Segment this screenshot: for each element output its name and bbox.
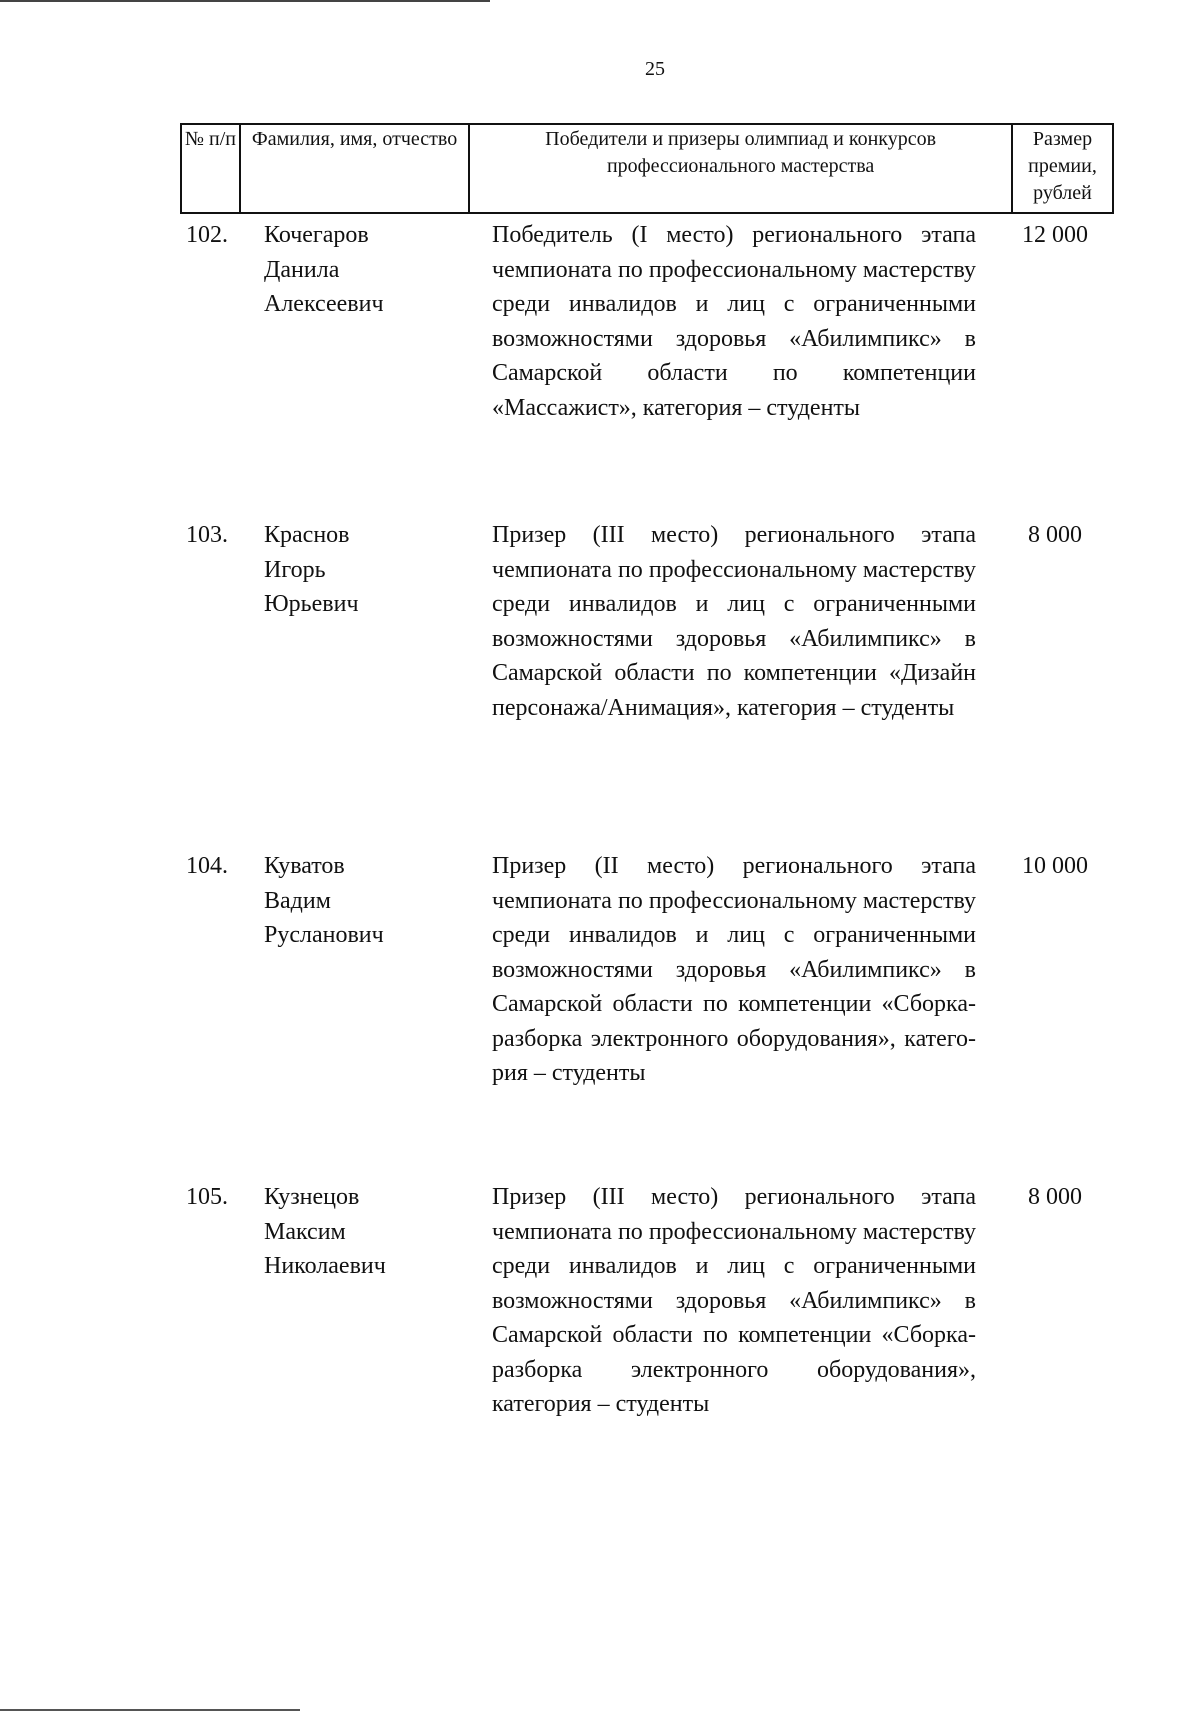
surname: Кочегаров (264, 222, 369, 248)
row-number: 104. (186, 853, 228, 879)
table-row (180, 518, 1114, 849)
surname: Куватов (264, 853, 345, 879)
patronymic: Алексеевич (264, 291, 384, 317)
given-name: Вадим (264, 887, 331, 914)
header-prize-amount: Размер премии, рублей (1012, 124, 1113, 213)
prize-amount: 8 000 (1028, 522, 1082, 548)
prize-amount: 12 000 (1022, 222, 1088, 248)
recipient-name (264, 518, 464, 622)
given-name: Игорь (264, 556, 326, 583)
recipient-name (264, 849, 464, 953)
patronymic: Русланович (264, 922, 384, 948)
achievement-description: Призер (III место) регионального этапа чемпионата по профессиональному мастерству среди инвалидов и лиц с ограниченными возможностями здоровья «Абилимпикс» в Самарской области по компетенции «Сборка-разборка электронного оборудования», категория – студенты (492, 1184, 976, 1417)
header-full-name: Фамилия, имя, отчество (240, 124, 469, 213)
prize-amount: 8 000 (1028, 1184, 1082, 1210)
header-number: № п/п (181, 124, 240, 213)
table-row (180, 218, 1114, 518)
scan-edge-line-bottom (0, 1709, 300, 1711)
row-number: 103. (186, 522, 228, 548)
patronymic: Николаевич (264, 1253, 386, 1279)
achievement-description: Победитель (I место) регионального этапа чемпионата по профессиональному мастерству среди инвалидов и лиц с ограниченными возможностями здоровья «Абилимпикс» в Самарской области по компетенции «Массажист», категория – студенты (492, 222, 976, 421)
row-number: 105. (186, 1184, 228, 1210)
surname: Краснов (264, 522, 350, 548)
row-number: 102. (186, 222, 228, 248)
prize-amount: 10 000 (1022, 853, 1088, 879)
achievement-description: Призер (III место) регионального этапа чемпионата по профессиональному мастерству среди инвалидов и лиц с ограниченными возможностями здоровья «Абилимпикс» в Самарской области по компетенции «Дизайн персонажа/Анимация», категория – студенты (492, 522, 976, 721)
scan-edge-line-top (0, 0, 490, 2)
surname: Кузнецов (264, 1184, 360, 1210)
recipient-name (264, 1180, 464, 1284)
given-name: Данила (264, 256, 340, 283)
page-number: 25 (645, 58, 665, 80)
table-header (180, 123, 1114, 214)
achievement-description: Призер (II место) регионального этапа чемпионата по профессиональному мастерству среди инвалидов и лиц с ограниченными возможностями здоровья «Абилимпикс» в Самарской области по компетенции «Сборка-разборка электронного оборудования», категория – студенты (492, 853, 976, 1086)
award-list (180, 218, 1114, 1480)
table-row (180, 849, 1114, 1180)
table-row (180, 1180, 1114, 1480)
given-name: Максим (264, 1218, 346, 1245)
patronymic: Юрьевич (264, 591, 359, 617)
header-achievement: Победители и призеры олимпиад и конкурсов профессионального мастерства (469, 124, 1012, 213)
recipient-name (264, 218, 464, 322)
